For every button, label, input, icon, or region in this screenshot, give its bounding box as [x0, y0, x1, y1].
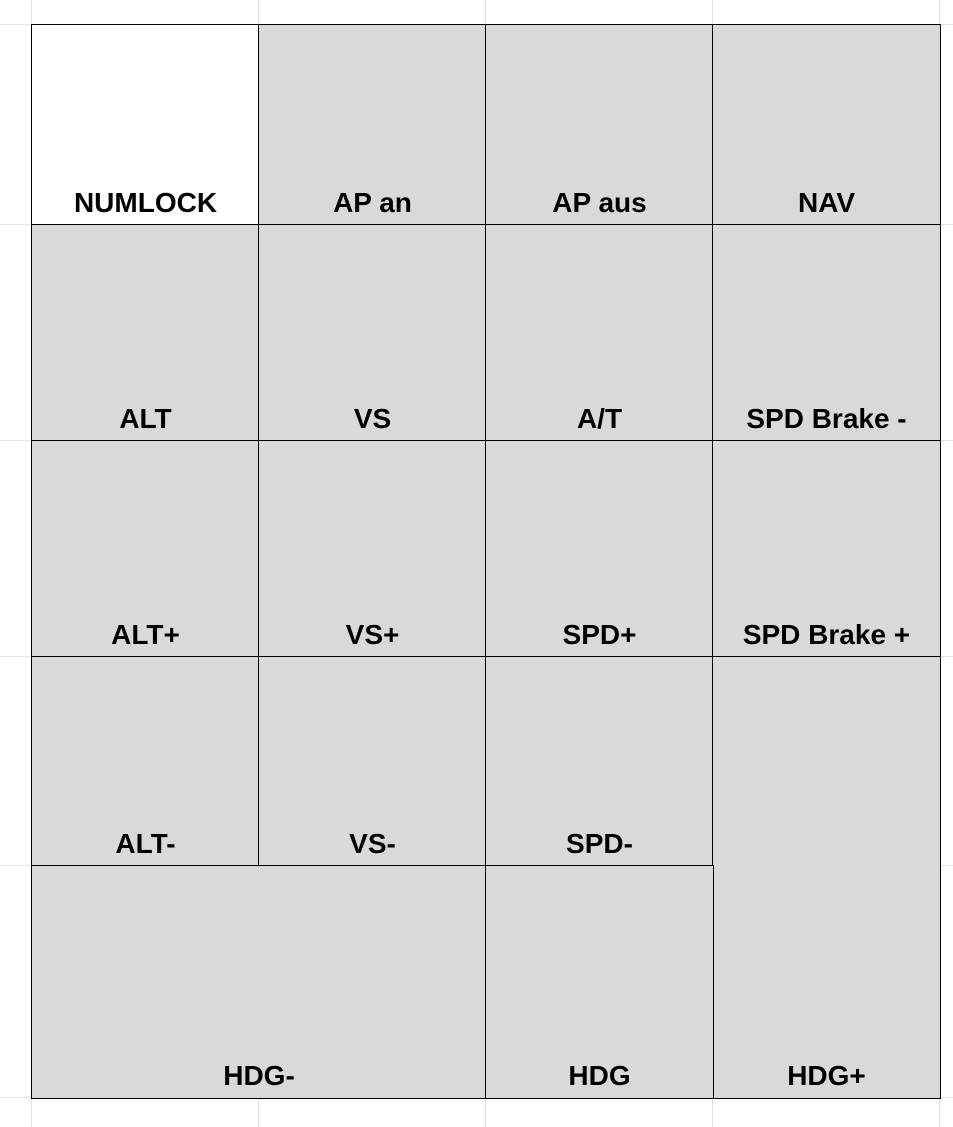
key-cell-alt-plus[interactable]: ALT+: [31, 440, 260, 658]
key-cell-alt[interactable]: ALT: [31, 224, 260, 442]
key-cell-numlock[interactable]: NUMLOCK: [31, 24, 260, 226]
key-cell-spd-plus[interactable]: SPD+: [485, 440, 714, 658]
key-cell-spd-minus[interactable]: SPD-: [485, 656, 714, 867]
key-cell-at[interactable]: A/T: [485, 224, 714, 442]
key-cell-vs-minus[interactable]: VS-: [258, 656, 487, 867]
key-cell-hdg[interactable]: HDG: [485, 865, 714, 1099]
key-cell-alt-minus[interactable]: ALT-: [31, 656, 260, 867]
key-cell-ap-aus[interactable]: AP aus: [485, 24, 714, 226]
key-cell-vs-plus[interactable]: VS+: [258, 440, 487, 658]
key-cell-hdg-minus[interactable]: HDG-: [31, 865, 487, 1099]
key-cell-hdg-plus[interactable]: HDG+: [712, 656, 941, 1099]
key-cell-vs[interactable]: VS: [258, 224, 487, 442]
key-cell-spd-brake-plus[interactable]: SPD Brake +: [712, 440, 941, 658]
key-cell-ap-an[interactable]: AP an: [258, 24, 487, 226]
key-cell-spd-brake-minus[interactable]: SPD Brake -: [712, 224, 941, 442]
key-cell-nav[interactable]: NAV: [712, 24, 941, 226]
